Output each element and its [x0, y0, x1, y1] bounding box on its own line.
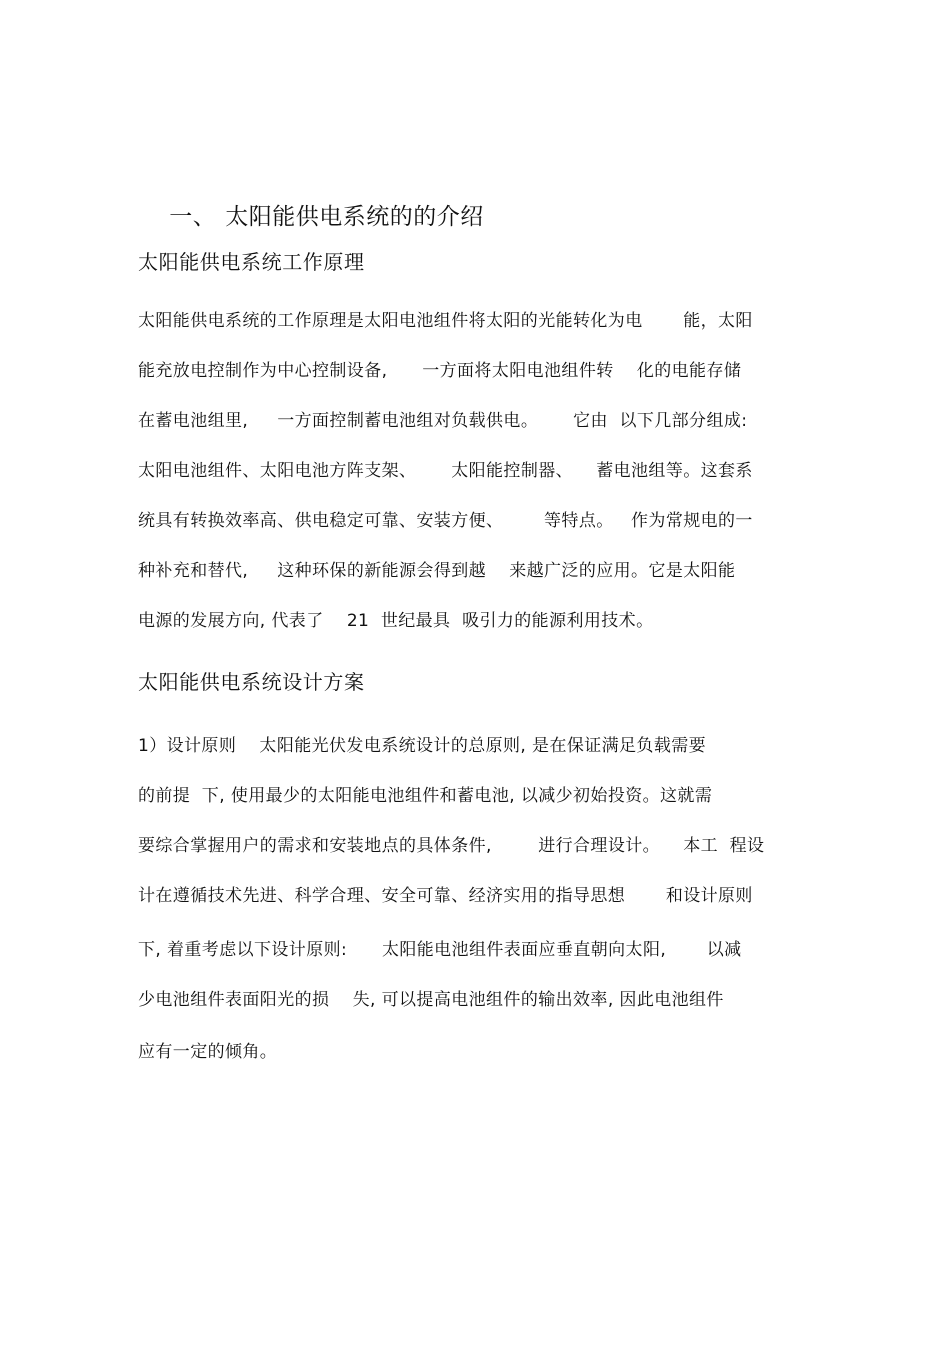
paragraph-line: 电源的发展方向, 代表了 21 世纪最具 吸引力的能源利用技术。	[138, 611, 654, 631]
paragraph-line: 太阳能供电系统的工作原理是太阳电池组件将太阳的光能转化为电 能，太阳	[138, 311, 753, 331]
paragraph-line: 少电池组件表面阳光的损 失, 可以提高电池组件的输出效率, 因此电池组件	[138, 990, 724, 1010]
paragraph-line: 1）设计原则 太阳能光伏发电系统设计的总原则, 是在保证满足负载需要	[138, 736, 707, 756]
section-title-working-principle: 太阳能供电系统工作原理	[138, 250, 365, 274]
paragraph-line: 下, 着重考虑以下设计原则: 太阳能电池组件表面应垂直朝向太阳, 以减	[138, 940, 742, 960]
paragraph-line: 的前提 下, 使用最少的太阳能电池组件和蓄电池, 以减少初始投资。这就需	[138, 786, 713, 806]
paragraph-line: 在蓄电池组里, 一方面控制蓄电池组对负载供电。 它由 以下几部分组成:	[138, 411, 748, 431]
paragraph-line: 能充放电控制作为中心控制设备, 一方面将太阳电池组件转 化的电能存储	[138, 361, 742, 381]
paragraph-line: 太阳电池组件、太阳电池方阵支架、 太阳能控制器、 蓄电池组等。这套系	[138, 461, 753, 481]
paragraph-line: 应有一定的倾角。	[138, 1042, 278, 1062]
section-title-design-plan: 太阳能供电系统设计方案	[138, 670, 365, 694]
main-heading	[138, 183, 484, 252]
heading-title: 太阳能供电系统的的介绍	[225, 204, 484, 230]
paragraph-line: 计在遵循技术先进、科学合理、安全可靠、经济实用的指导思想 和设计原则	[138, 886, 753, 906]
paragraph-line: 统具有转换效率高、供电稳定可靠、安装方便、 等特点。 作为常规电的一	[138, 511, 753, 531]
paragraph-line: 要综合掌握用户的需求和安装地点的具体条件, 进行合理设计。 本工 程设	[138, 836, 765, 856]
heading-number: 一、	[169, 204, 217, 230]
paragraph-line: 种补充和替代, 这种环保的新能源会得到越 来越广泛的应用。它是太阳能	[138, 561, 736, 581]
